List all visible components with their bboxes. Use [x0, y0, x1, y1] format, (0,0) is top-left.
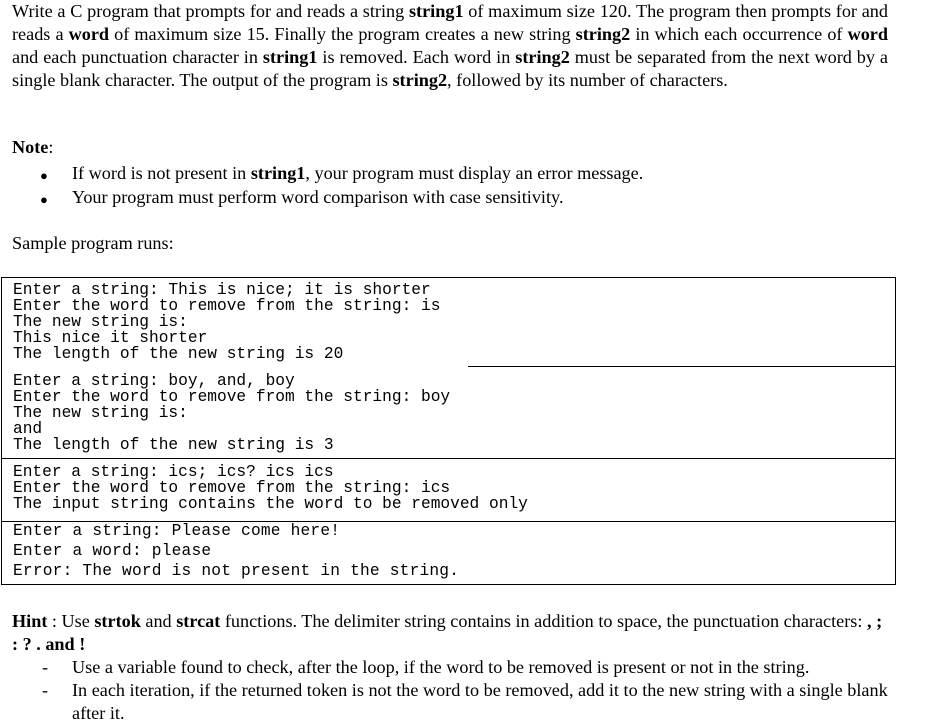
sample-run	[2, 458, 895, 521]
bold-text: string2	[392, 70, 448, 90]
console-line: Enter a string: Please come here!	[13, 522, 341, 540]
hint-paragraph	[12, 610, 892, 656]
console-line: Enter a string: boy, and, boy	[13, 372, 295, 390]
console-line: and	[13, 420, 43, 438]
bold-text: string1	[250, 163, 306, 183]
bold-text: string1	[262, 47, 318, 67]
dash-bullet: -	[42, 680, 49, 700]
text-run: in which each occurrence of	[630, 24, 848, 44]
sample-run	[2, 278, 895, 367]
text-run: Your program must perform word comparison with case sensitivity.	[72, 187, 564, 207]
bold-text: string2	[575, 24, 631, 44]
console-line: Enter the word to remove from the string: is	[13, 297, 441, 315]
sample-run	[2, 521, 895, 585]
console-line: The input string contains the word to be removed only	[13, 495, 528, 513]
bold-text: word	[847, 24, 888, 44]
note-item	[38, 185, 643, 209]
text-run: Write a C program that prompts for and reads a string	[12, 1, 409, 21]
bold-text: strtok	[94, 611, 141, 631]
bold-text: , ; : ? . and !	[12, 611, 883, 654]
note-heading: Note:	[12, 137, 54, 157]
console-line: The length of the new string is 20	[13, 345, 344, 363]
text-run: , your program must display an error message.	[305, 163, 644, 183]
console-line: Enter a string: ics; ics? ics ics	[13, 463, 334, 481]
sample-run	[2, 367, 895, 458]
console-line: Enter the word to remove from the string: ics	[13, 479, 451, 497]
console-line: Enter a string: This is nice; it is shorter	[13, 281, 431, 299]
console-line: Error: The word is not present in the string.	[13, 562, 460, 580]
console-line: The new string is:	[13, 404, 188, 422]
text-run: and each punctuation character in	[12, 47, 263, 67]
hint-item	[40, 679, 900, 725]
text-run: and	[140, 611, 177, 631]
console-line: Enter the word to remove from the string: boy	[13, 388, 451, 406]
sample-runs-heading: Sample program runs:	[12, 233, 174, 253]
bold-text: Hint	[12, 611, 48, 631]
console-line: The new string is:	[13, 313, 188, 331]
note-item	[38, 161, 643, 185]
bullet-icon: ●	[40, 168, 48, 183]
hint-item-text: In each iteration, if the returned token is not the word to be removed, add it to the new string with a single blank after it.	[72, 680, 888, 723]
text-run: , followed by its number of characters.	[447, 70, 728, 90]
sample-runs-box	[1, 277, 896, 585]
bold-text: word	[68, 24, 110, 44]
console-line: This nice it shorter	[13, 329, 208, 347]
console-line: Enter a word: please	[13, 542, 212, 560]
bold-text: string2	[515, 47, 570, 67]
hint-item	[40, 656, 900, 679]
bullet-icon: ●	[40, 192, 48, 207]
console-line: The length of the new string is 3	[13, 436, 334, 454]
text-run: of maximum size 120. The program then prompts for and reads a	[12, 1, 888, 44]
hint-list	[40, 656, 900, 725]
bold-text: string1	[408, 1, 464, 21]
text-run: functions. The delimiter string contains in addition to space, the punctuation characters:	[220, 611, 867, 631]
text-run: : Use	[47, 611, 95, 631]
note-list	[38, 161, 643, 209]
bold-text: strcat	[176, 611, 221, 631]
text-run: of maximum size 15. Finally the program creates a new string	[109, 24, 576, 44]
text-run: is removed. Each word in	[317, 47, 516, 67]
dash-bullet: -	[42, 657, 49, 677]
problem-statement	[12, 0, 888, 92]
text-run: must be separated from the next word by a single blank character. The output of the program is	[12, 47, 888, 90]
hint-item-text: Use a variable found to check, after the loop, if the word to be removed is present or not in the string.	[72, 657, 810, 677]
text-run: If word is not present in	[72, 163, 251, 183]
